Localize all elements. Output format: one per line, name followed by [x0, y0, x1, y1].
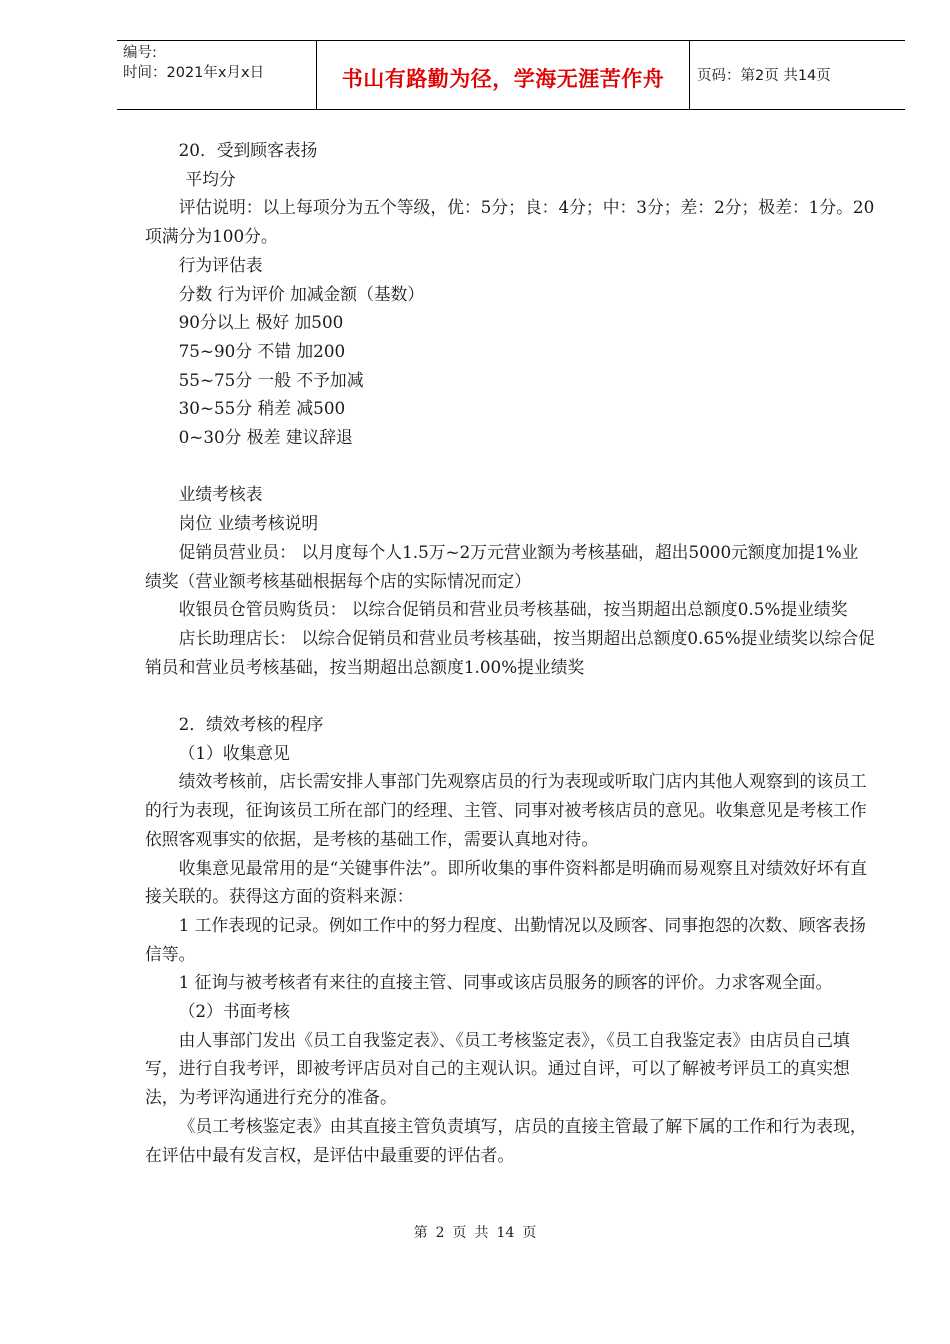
paragraph: 1 征询与被考核者有来往的直接主管、同事或该店员服务的顾客的评价。力求客观全面。	[178, 972, 833, 993]
paragraph: （1）收集意见	[178, 742, 290, 763]
footer-total-pages: 14	[496, 1225, 515, 1241]
paragraph: 75~90分 不错 加200	[178, 340, 346, 361]
paragraph: 业绩考核表	[178, 484, 263, 505]
paragraph: 1 工作表现的记录。例如工作中的努力程度、出勤情况以及顾客、同事抱怨的次数、顾客表扬信等。	[145, 914, 866, 964]
paragraph: 收集意见最常用的是“关键事件法”。即所收集的事件资料都是明确而易观察且对绩效好坏有直接关联的。获得这方面的资料来源：	[145, 857, 868, 907]
paragraph: 店长助理店长： 以综合促销员和营业员考核基础，按当期超出总额度0.65%提业绩奖以综合促销员和营业员考核基础，按当期超出总额度1.00%提业绩奖	[145, 627, 875, 677]
paragraph: 分数 行为评价 加减金额（基数）	[178, 283, 425, 304]
paragraph: 55~75分 一般 不予加减	[178, 369, 364, 390]
paragraph: 促销员营业员： 以月度每个人1.5万~2万元营业额为考核基础，超出5000元额度加提1%业绩奖（营业额考核基础根据每个店的实际情况而定）	[145, 541, 859, 591]
paragraph: 收银员仓管员购货员： 以综合促销员和营业员考核基础，按当期超出总额度0.5%提业绩奖	[178, 599, 848, 620]
paragraph: 30~55分 稍差 减500	[178, 398, 346, 419]
header-page-info: 页码：第2页 共14页	[697, 68, 831, 84]
paragraph: 岗位 业绩考核说明	[178, 513, 319, 534]
footer-di: 第	[413, 1225, 428, 1241]
paragraph: 评估说明：以上每项分为五个等级，优：5分；良：4分；中：3分；差：2分；极差：1分。20项满分为100分。	[145, 197, 875, 247]
page-footer	[0, 1222, 950, 1242]
paragraph: 由人事部门发出《员工自我鉴定表》、《员工考核鉴定表》，《员工自我鉴定表》由店员自己填写，进行自我考评，即被考评店员对自己的主观认识。通过自评，可以了解被考评员工的真实想法，为考评沟通进行充分的准备。	[145, 1029, 850, 1108]
paragraph: 平均分	[185, 168, 236, 189]
paragraph: 90分以上 极好 加500	[178, 312, 344, 333]
header-motto: 书山有路勤为径，学海无涯苦作舟	[341, 67, 665, 91]
blank-line	[145, 452, 875, 481]
paragraph: 20．受到顾客表扬	[178, 140, 318, 160]
paragraph: 0~30分 极差 建议辞退	[178, 427, 353, 448]
paragraph: 绩效考核前，店长需安排人事部门先观察店员的行为表现或听取门店内其他人观察到的该员工的行为表现，征询该员工所在部门的经理、主管、同事对被考核店员的意见。收集意见是考核工作依照客观事实的依据，是考核的基础工作，需要认真地对待。	[145, 771, 867, 849]
footer-gong: 共	[474, 1225, 489, 1241]
paragraph: 2．绩效考核的程序	[178, 714, 324, 735]
paragraph: 《员工考核鉴定表》由其直接主管负责填写，店员的直接主管最了解下属的工作和行为表现，在评估中最有发言权，是评估中最重要的评估者。	[145, 1115, 867, 1165]
blank-line	[145, 681, 875, 710]
document-time-label: 时间：2021年x月x日	[123, 65, 265, 81]
document-number-label: 编号:	[123, 45, 157, 61]
footer-ye: 页	[522, 1225, 537, 1241]
footer-page-number: 2	[435, 1225, 445, 1241]
paragraph: （2）书面考核	[178, 1001, 290, 1022]
footer-ye: 页	[452, 1225, 467, 1241]
document-body	[145, 136, 875, 1169]
header-divider	[689, 41, 690, 109]
page-header	[117, 40, 905, 110]
paragraph: 行为评估表	[178, 254, 263, 275]
header-meta	[123, 43, 313, 83]
